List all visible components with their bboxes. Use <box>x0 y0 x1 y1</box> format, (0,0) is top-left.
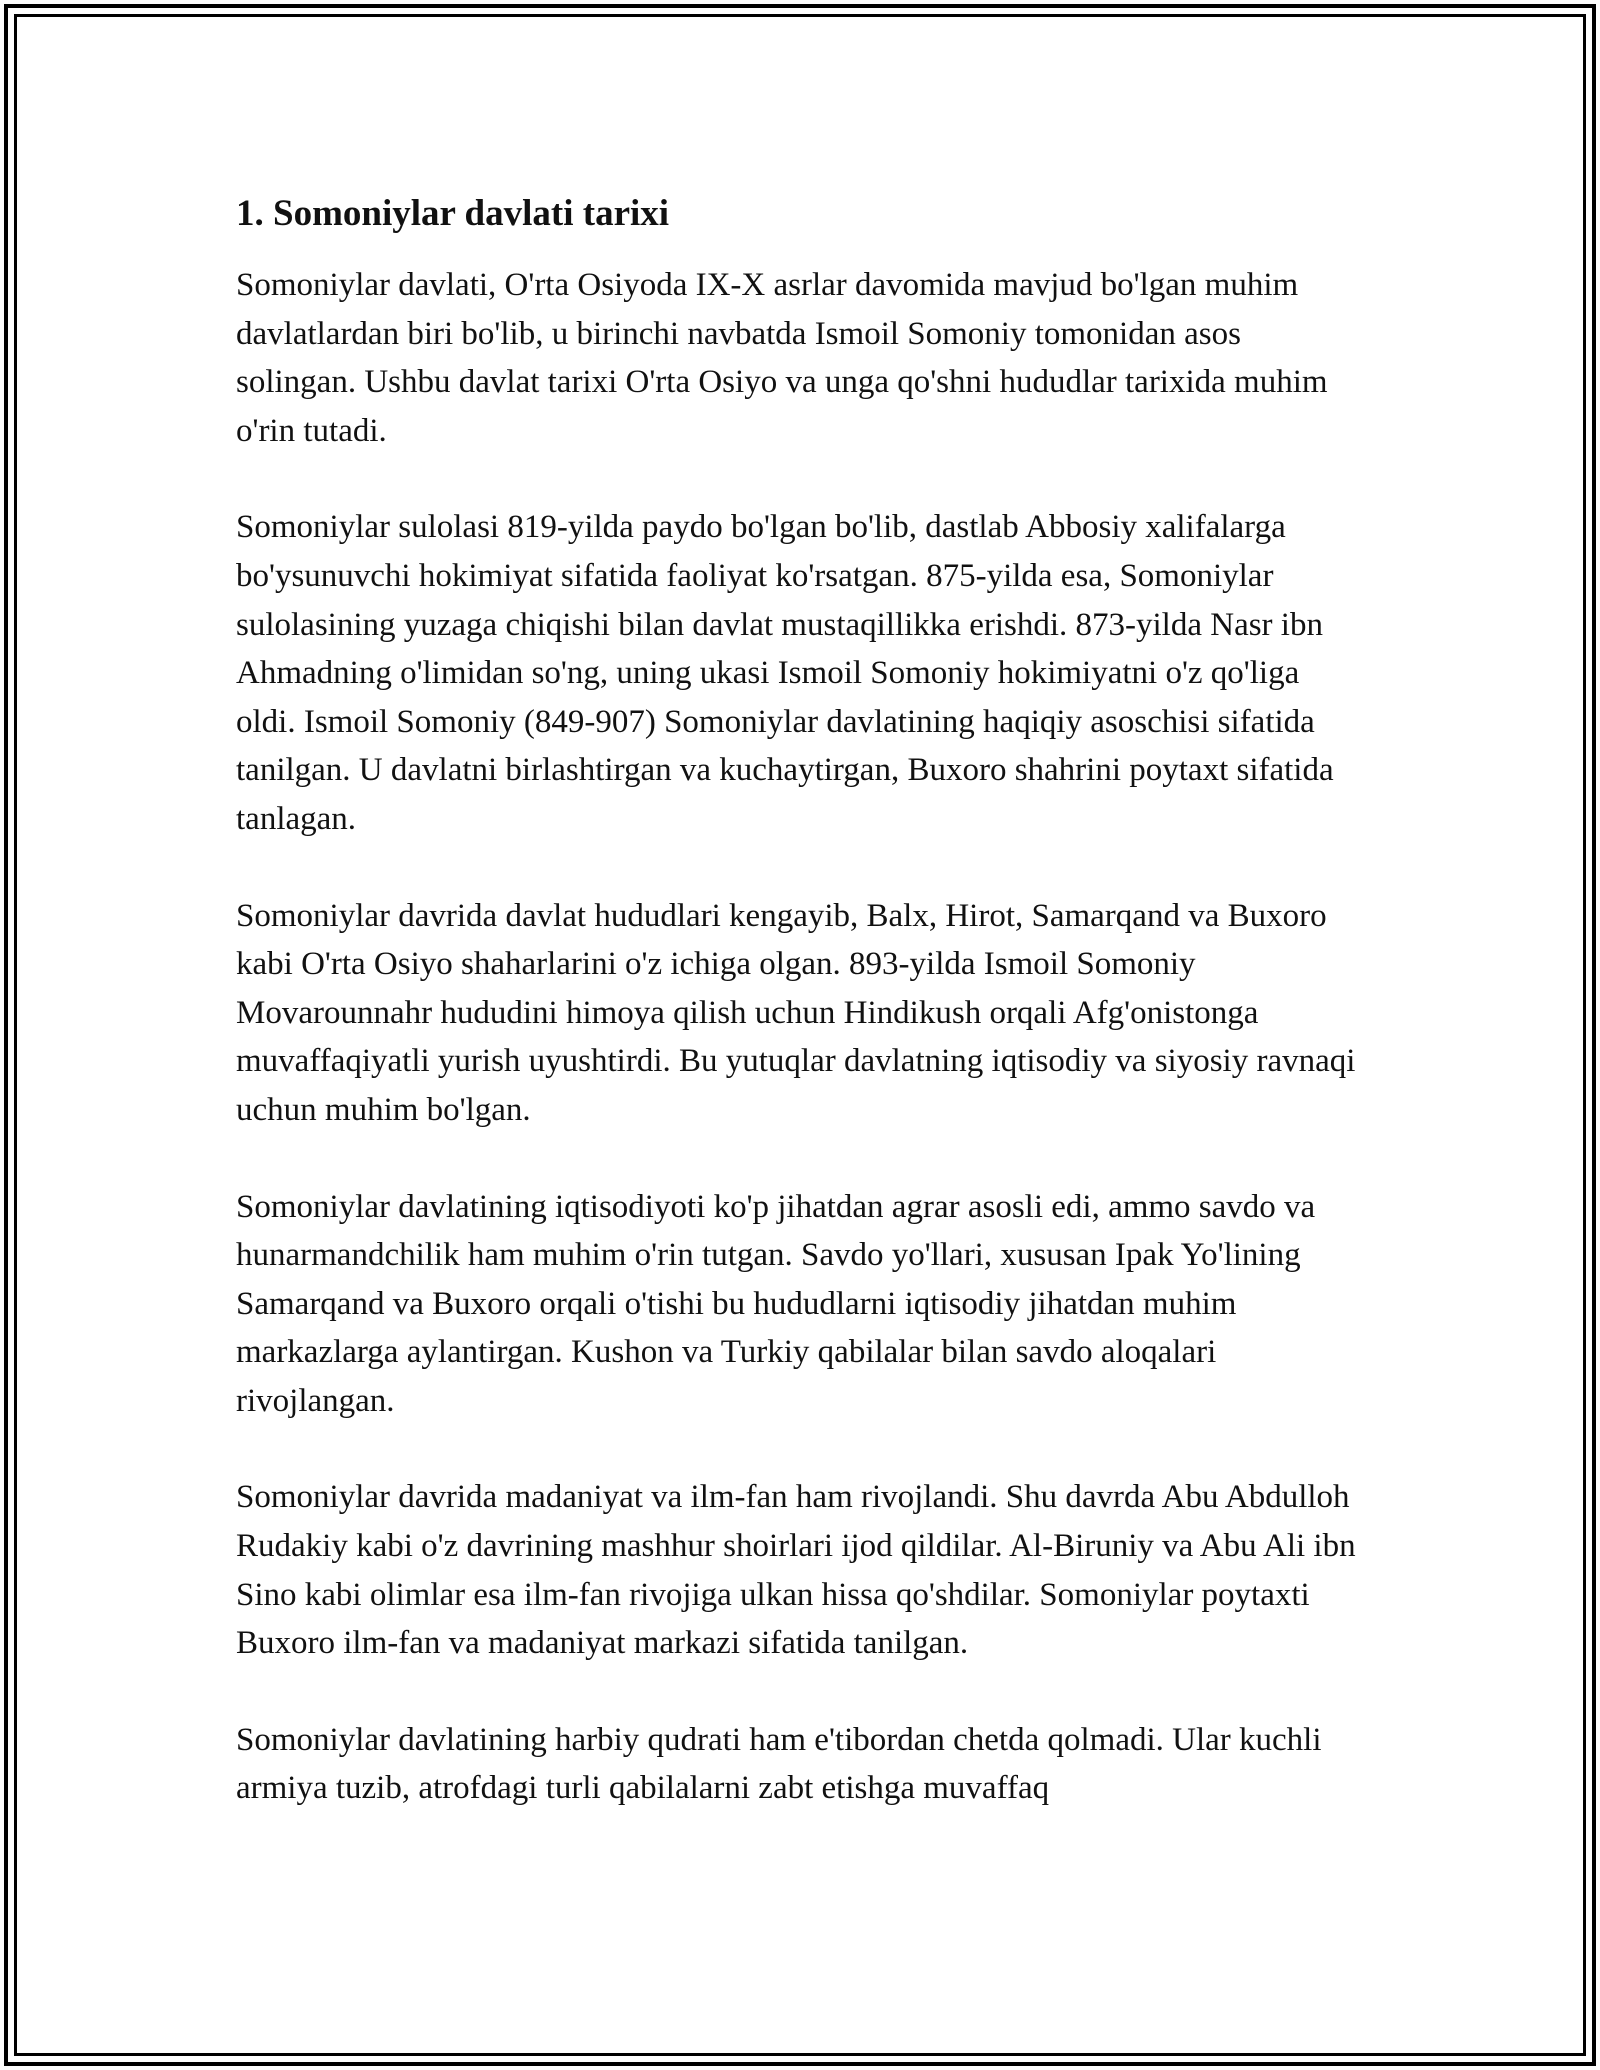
document-body <box>236 185 1366 1813</box>
paragraph-3: Somoniylar davrida davlat hududlari kengayib, Balx, Hirot, Samarqand va Buxoro kabi O'rta Osiyo shaharlarini o'z ichiga olgan. 893-yilda Ismoil Somoniy Movarounnahr hududini himoya qilish uchun Hindikush orqali Afg'onistonga muvaffaqiyatli yurish uyushtirdi. Bu yutuqlar davlatning iqtisodiy va siyosiy ravnaqi uchun muhim bo'lgan. <box>236 897 1356 1128</box>
paragraph-2: Somoniylar sulolasi 819-yilda paydo bo'lgan bo'lib, dastlab Abbosiy xalifalarga bo'ysunuvchi hokimiyat sifatida faoliyat ko'rsatgan. 875-yilda esa, Somoniylar sulolasining yuzaga chiqishi bilan davlat mustaqillikka erishdi. 873-yilda Nasr ibn Ahmadning o'limidan so'ng, uning ukasi Ismoil Somoniy hokimiyatni o'z qo'liga oldi. Ismoil Somoniy (849-907) Somoniylar davlatining haqiqiy asoschisi sifatida tanilgan. U davlatni birlashtirgan va kuchaytirgan, Buxoro shahrini poytaxt sifatida tanlagan. <box>236 509 1334 837</box>
section-heading: 1. Somoniylar davlati tarixi <box>236 193 670 234</box>
paragraph-4: Somoniylar davlatining iqtisodiyoti ko'p jihatdan agrar asosli edi, ammo savdo va hunarmandchilik ham muhim o'rin tutgan. Savdo yo'llari, xususan Ipak Yo'lining Samarqand va Buxoro orqali o'tishi bu hududlarni iqtisodiy jihatdan muhim markazlarga aylantirgan. Kushon va Turkiy qabilalar bilan savdo aloqalari rivojlangan. <box>236 1188 1316 1419</box>
paragraph-6: Somoniylar davlatining harbiy qudrati ham e'tibordan chetda qolmadi. Ular kuchli armiya tuzib, atrofdagi turli qabilalarni zabt etishga muvaffaq <box>236 1721 1322 1807</box>
paragraph-1: Somoniylar davlati, O'rta Osiyoda IX-X asrlar davomida mavjud bo'lgan muhim davlatlardan biri bo'lib, u birinchi navbatda Ismoil Somoniy tomonidan asos solingan. Ushbu davlat tarixi O'rta Osiyo va unga qo'shni hududlar tarixida muhim o'rin tutadi. <box>236 267 1328 449</box>
paragraph-5: Somoniylar davrida madaniyat va ilm-fan ham rivojlandi. Shu davrda Abu Abdulloh Rudakiy kabi o'z davrining mashhur shoirlari ijod qildilar. Al-Biruniy va Abu Ali ibn Sino kabi olimlar esa ilm-fan rivojiga ulkan hissa qo'shdilar. Somoniylar poytaxti Buxoro ilm-fan va madaniyat markazi sifatida tanilgan. <box>236 1479 1356 1662</box>
